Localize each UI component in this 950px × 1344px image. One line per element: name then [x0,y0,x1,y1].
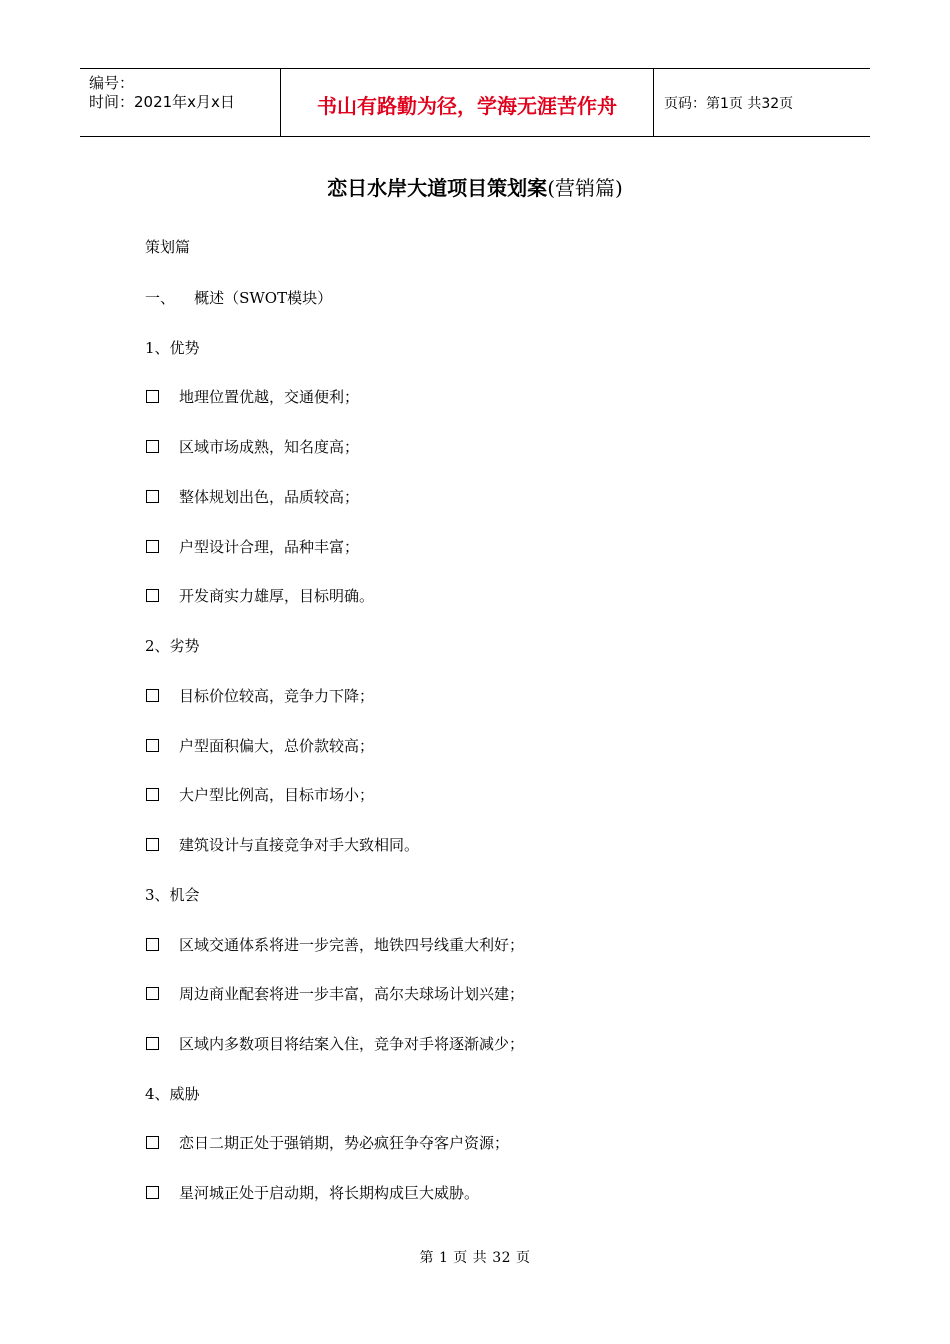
time-label: 时间：2021年x月x日 [89,93,235,111]
checkbox-icon [146,1136,159,1149]
checkbox-icon [146,739,159,752]
list-item: 恋日二期正处于强销期，势必疯狂争夺客户资源； [145,1132,509,1153]
list-item: 区域内多数项目将结案入住，竞争对手将逐渐减少； [145,1033,524,1054]
title-main: 恋日水岸大道项目策划案 [327,176,548,200]
checkbox-icon [146,490,159,503]
weaknesses-heading: 2、劣势 [145,637,200,655]
list-item: 整体规划出色，品质较高； [145,486,359,507]
checkbox-icon [146,788,159,801]
threats-heading: 4、威胁 [145,1085,200,1103]
checkbox-icon [146,589,159,602]
list-item: 建筑设计与直接竞争对手大致相同。 [145,834,419,855]
checkbox-icon [146,1037,159,1050]
motto: 书山有路勤为径，学海无涯苦作舟 [317,94,617,118]
document-title [0,172,950,201]
number-label: 编号： [89,74,135,92]
opportunities-heading: 3、机会 [145,886,200,904]
checkbox-icon [146,390,159,403]
list-item: 目标价位较高，竞争力下降； [145,685,374,706]
header-middle-cell [281,69,654,136]
checkbox-icon [146,440,159,453]
list-item: 区域交通体系将进一步完善，地铁四号线重大利好； [145,934,524,955]
strengths-heading: 1、优势 [145,339,200,357]
header-right-cell [654,69,870,136]
list-item: 大户型比例高，目标市场小； [145,784,374,805]
list-item: 户型设计合理，品种丰富； [145,536,359,557]
page-footer: 第 1 页 共 32 页 [419,1250,531,1266]
checkbox-icon [146,1186,159,1199]
checkbox-icon [146,838,159,851]
checkbox-icon [146,987,159,1000]
page-info: 页码：第1页 共32页 [664,95,794,112]
list-item: 开发商实力雄厚，目标明确。 [145,585,374,606]
list-item: 周边商业配套将进一步丰富，高尔夫球场计划兴建； [145,983,524,1004]
list-item: 星河城正处于启动期，将长期构成巨大威胁。 [145,1182,479,1203]
checkbox-icon [146,689,159,702]
header-left-cell [80,69,281,136]
header-table [80,68,870,137]
title-sub: (营销篇) [547,176,623,200]
checkbox-icon [146,938,159,951]
section-label: 策划篇 [145,238,191,256]
list-item: 地理位置优越，交通便利； [145,386,359,407]
list-item: 区域市场成熟，知名度高； [145,436,359,457]
heading-overview: 一、 概述（SWOT模块） [145,289,333,307]
list-item: 户型面积偏大，总价款较高； [145,735,374,756]
checkbox-icon [146,540,159,553]
